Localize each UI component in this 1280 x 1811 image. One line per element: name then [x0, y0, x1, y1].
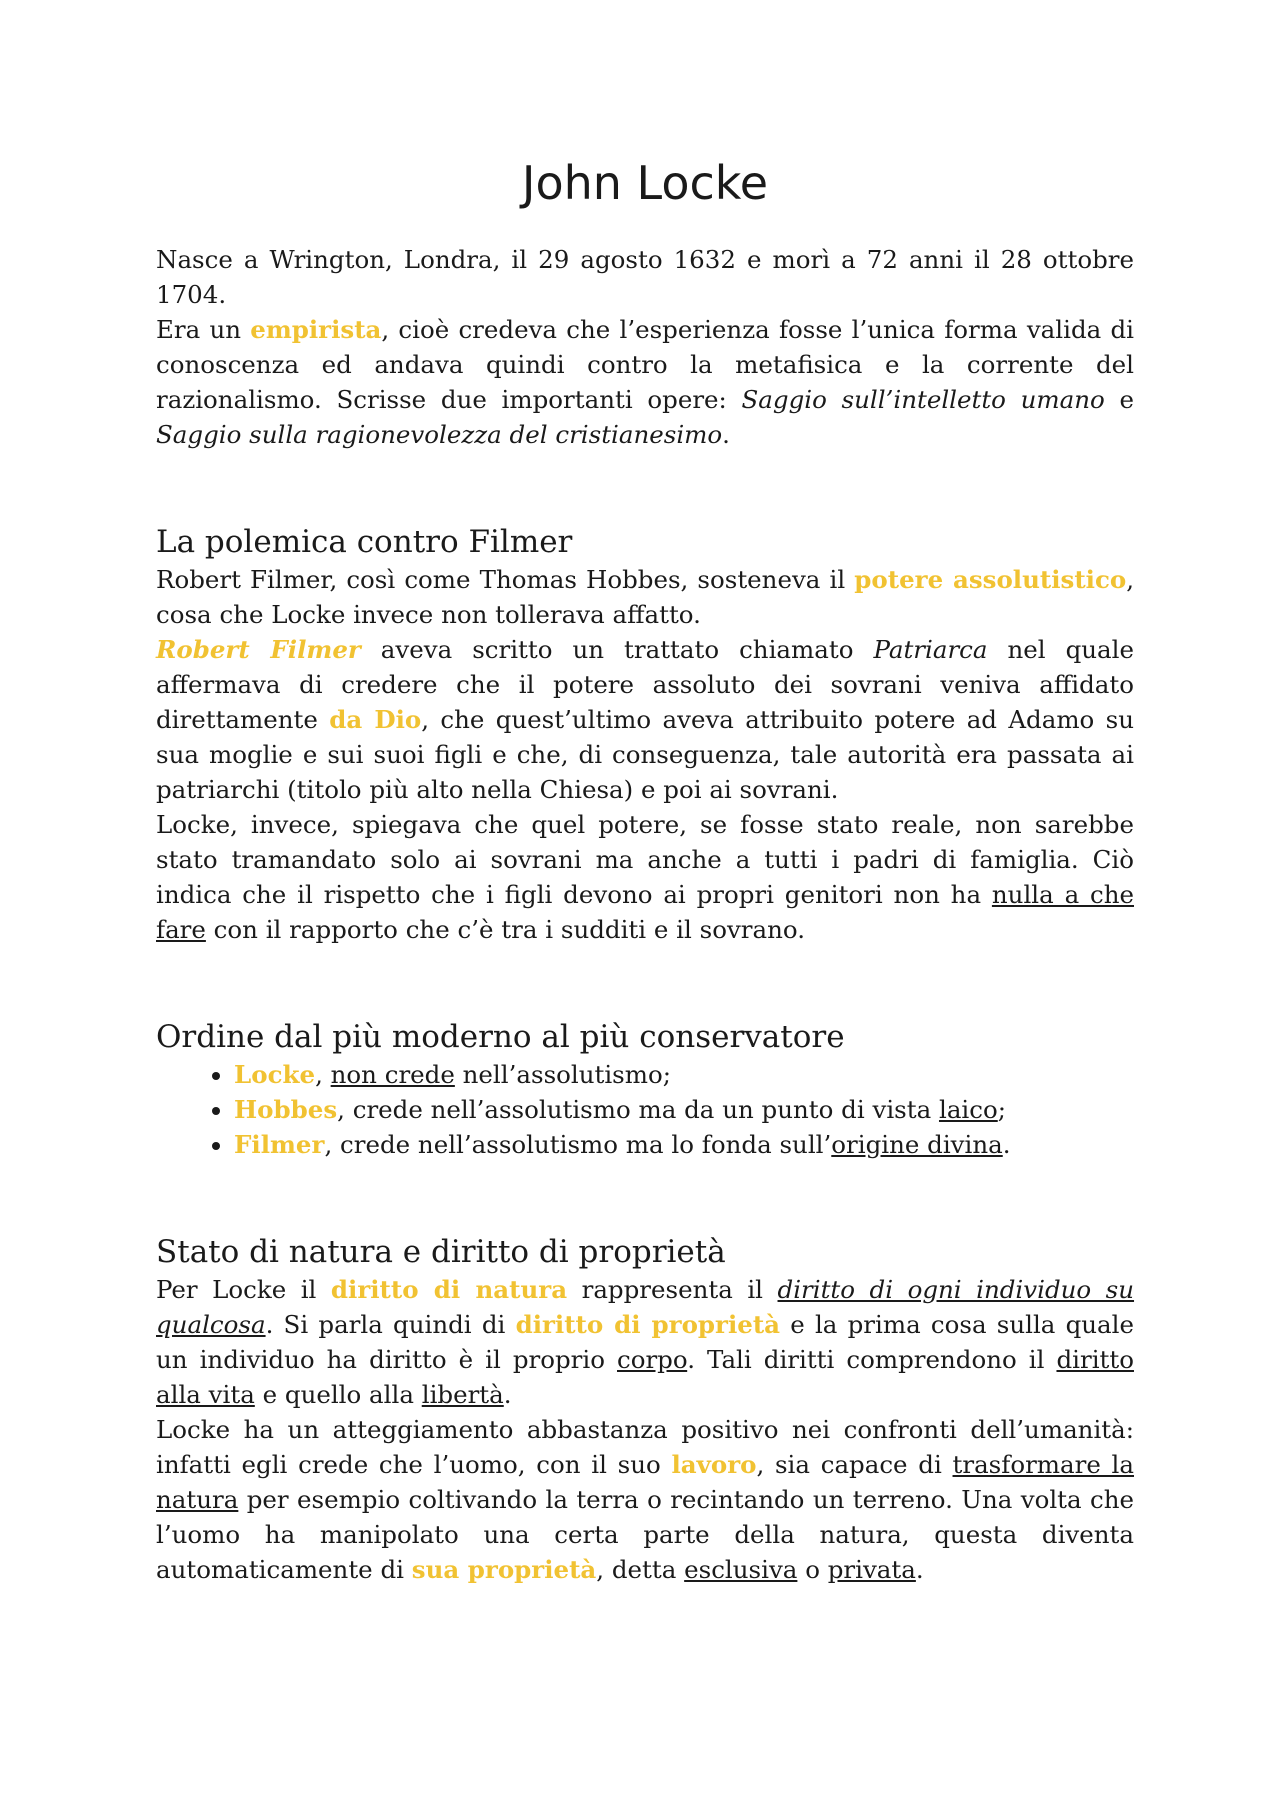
highlight-diritto-di-proprieta: diritto di proprietà — [515, 1310, 781, 1339]
list-item: • Hobbes, crede nell’assolutismo ma da un punto di vista laico; — [234, 1092, 1134, 1127]
filmer-paragraph-3: Locke, invece, spiegava che quel potere, se fosse stato reale, non sarebbe stato tramandato solo ai sovrani ma anche a tutti i padri di famiglia. Ciò indica che il rispetto che i figli devono ai propri genitori non ha nulla a che fare con il rapporto che c’è tra i sudditi e il sovrano. — [156, 810, 1134, 944]
highlight-lavoro: lavoro — [671, 1450, 757, 1479]
highlight-empirista: empirista — [250, 315, 382, 344]
work-title-1: Saggio sull’intelletto umano — [741, 385, 1105, 414]
work-title-patriarca: Patriarca — [873, 635, 988, 664]
highlight-potere-assolutistico: potere assolutistico — [854, 565, 1127, 594]
highlight-robert-filmer: Robert Filmer — [156, 635, 361, 664]
highlight-diritto-di-natura: diritto di natura — [330, 1275, 568, 1304]
order-list — [156, 1057, 1134, 1162]
natura-paragraph-1: Per Locke il diritto di natura rappresenta il diritto di ogni individuo su qualcosa. Si parla quindi di diritto di proprietà e la prima cosa sulla quale un individuo ha diritto è il proprio corpo. Tali diritti comprendono il diritto alla vita e quello alla libertà. — [156, 1275, 1135, 1409]
work-title-2: Saggio sulla ragionevolezza del cristianesimo — [156, 420, 723, 449]
highlight-da-dio: da Dio — [329, 705, 422, 734]
section-heading-filmer: La polemica contro Filmer — [156, 524, 573, 560]
highlight-sua-proprieta: sua proprietà — [411, 1555, 597, 1584]
natura-paragraph-2: Locke ha un atteggiamento abbastanza positivo nei confronti dell’umanità: infatti egli crede che l’uomo, con il suo lavoro, sia capace di trasformare la natura per esempio coltivando la terra o recintando un terreno. Una volta che l’uomo ha manipolato una certa parte della natura, questa diventa automaticamente di sua proprietà, detta esclusiva o privata. — [156, 1415, 1134, 1584]
list-item: • Filmer, crede nell’assolutismo ma lo fonda sull’origine divina. — [234, 1127, 1134, 1162]
intro-paragraph-2: Era un empirista, cioè credeva che l’esperienza fosse l’unica forma valida di conoscenza ed andava quindi contro la metafisica e la corrente del razionalismo. Scrisse due importanti opere: Saggio sull’intelletto umano e Saggio sulla ragionevolezza del cristianesimo. — [156, 315, 1135, 449]
underline-diritto-individuo: diritto di ogni individuo su qualcosa — [156, 1275, 1135, 1339]
underline-nulla-a-che-fare: nulla a che fare — [156, 880, 1134, 944]
section-heading-ordine: Ordine dal più moderno al più conservatore — [156, 1019, 845, 1055]
intro-paragraph-1: Nasce a Wrington, Londra, il 29 agosto 1632 e morì a 72 anni il 28 ottobre 1704. — [156, 245, 1134, 309]
document-title: John Locke — [521, 156, 769, 210]
section-heading-stato-di-natura: Stato di natura e diritto di proprietà — [156, 1234, 726, 1270]
document-page — [156, 150, 1134, 1587]
filmer-paragraph-2: Robert Filmer aveva scritto un trattato chiamato Patriarca nel quale affermava di credere che il potere assoluto dei sovrani veniva affidato direttamente da Dio, che quest’ultimo aveva attribuito potere ad Adamo su sua moglie e sui suoi figli e che, di conseguenza, tale autorità era passata ai patriarchi (titolo più alto nella Chiesa) e poi ai sovrani. — [156, 635, 1134, 804]
list-item: • Locke, non crede nell’assolutismo; — [234, 1057, 1134, 1092]
filmer-paragraph-1: Robert Filmer, così come Thomas Hobbes, sosteneva il potere assolutistico, cosa che Locke invece non tollerava affatto. — [156, 565, 1135, 629]
